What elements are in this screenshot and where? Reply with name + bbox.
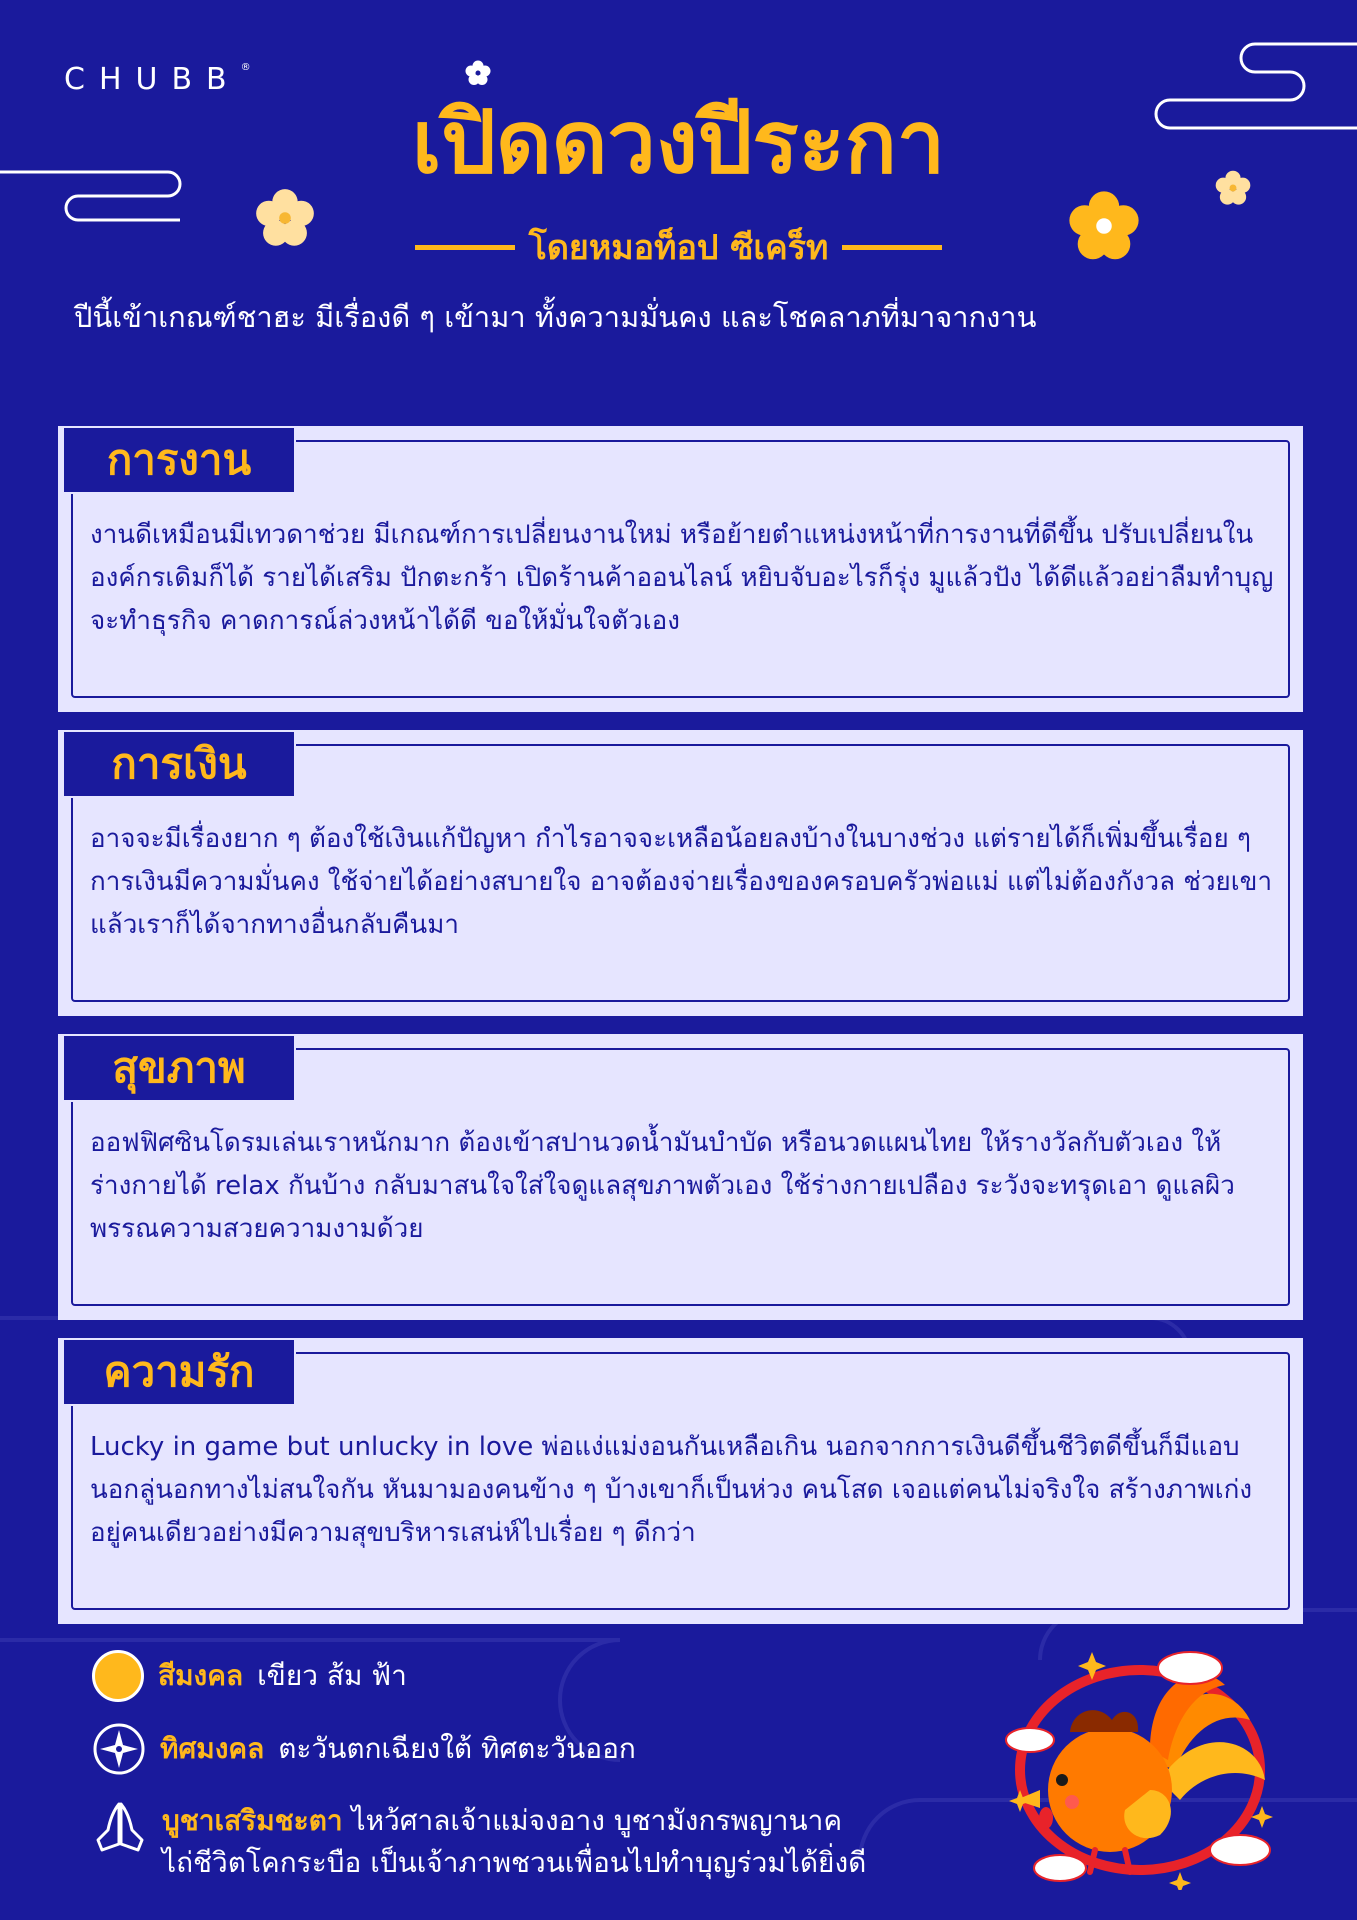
worship-row xyxy=(92,1800,866,1884)
page-title: เปิดดวงปีระกา xyxy=(411,93,946,193)
section-text: Lucky in game but unlucky in love พ่อแง่แม่งอนกันเหลือเกิน นอกจากการเงินดีขึ้นชีวิตดีขึ้นก็มีแอบนอกลู่นอกทางไม่สนใจกัน หันมามองคนข้าง ๆ บ้างเขาก็เป็นห่วง คนโสด เจอแต่คนไม่จริงใจ สร้างภาพเก่ง อยู่คนเดียวอย่างมีความสุขบริหารเสน่ห์ไปเรื่อย ๆ ดีกว่า xyxy=(90,1432,1253,1548)
worship-text xyxy=(162,1800,866,1884)
sun-circle-icon xyxy=(92,1650,144,1702)
worship-value-line-2: ไถ่ชีวิตโคกระบือ เป็นเจ้าภาพชวนเพื่อนไปทำบุญร่วมได้ยิ่งดี xyxy=(162,1846,867,1879)
brand-logo-text: CHUBB xyxy=(64,62,241,97)
lucky-color-value: เขียว ส้ม ฟ้า xyxy=(257,1659,407,1692)
section-card-work xyxy=(58,426,1303,712)
praying-hands-icon xyxy=(92,1800,148,1856)
section-card-finance xyxy=(58,730,1303,1016)
section-card-health xyxy=(58,1034,1303,1320)
brand-logo xyxy=(64,62,251,97)
lucky-color-label: สีมงคล xyxy=(158,1659,244,1692)
flower-icon xyxy=(465,60,491,86)
section-text: อาจจะมีเรื่องยาก ๆ ต้องใช้เงินแก้ปัญหา กำไรอาจจะเหลือน้อยลงบ้างในบางช่วง แต่รายได้ก็เพิ่มขึ้นเรื่อย ๆ การเงินมีความมั่นคง ใช้จ่ายได้อย่างสบายใจ อาจต้องจ่ายเรื่องของครอบครัวพ่อแม่ แต่ไม่ต้องกังวล ช่วยเขาแล้วเราก็ได้จากทางอื่นกลับคืนมา xyxy=(90,824,1273,940)
lucky-direction-value: ตะวันตกเฉียงใต้ ทิศตะวันออก xyxy=(278,1732,636,1765)
worship-label: บูชาเสริมชะตา xyxy=(162,1804,343,1837)
intro-text: ปีนี้เข้าเกณฑ์ชาฮะ มีเรื่องดี ๆ เข้ามา ทั้งความมั่นคง และโชคลาภที่มาจากงาน xyxy=(74,300,1037,334)
page-subtitle: โดยหมอท็อป ซีเคร็ท xyxy=(528,228,829,268)
section-text: งานดีเหมือนมีเทวดาช่วย มีเกณฑ์การเปลี่ยนงานใหม่ หรือย้ายตำแหน่งหน้าที่การงานที่ดีขึ้น ปรับเปลี่ยนในองค์กรเดิมก็ได้ รายได้เสริม ปักตะกร้า เปิดร้านค้าออนไลน์ หยิบจับอะไรก็รุ่ง มูแล้วปัง ได้ดีแล้วอย่าลืมทำบุญ จะทำธุรกิจ คาดการณ์ล่วงหน้าได้ดี ขอให้มั่นใจตัวเอง xyxy=(90,520,1274,636)
section-card-love xyxy=(58,1338,1303,1624)
section-label: การงาน xyxy=(64,428,294,492)
rooster-icon xyxy=(1000,1640,1290,1890)
section-text: ออฟฟิศซินโดรมเล่นเราหนักมาก ต้องเข้าสปานวดน้ำมันบำบัด หรือนวดแผนไทย ให้รางวัลกับตัวเอง ให้ร่างกายได้ relax กันบ้าง กลับมาสนใจใส่ใจดูแลสุขภาพตัวเอง ใช้ร่างกายเปลือง ระวังจะทรุดเอา ดูแลผิวพรรณความสวยความงามด้วย xyxy=(90,1128,1235,1244)
section-label: การเงิน xyxy=(64,732,294,796)
lucky-direction-row xyxy=(92,1722,636,1776)
worship-value-line-1: ไหว้ศาลเจ้าแม่จงอาง บูชามังกรพญานาค xyxy=(351,1804,843,1837)
subtitle-row xyxy=(0,220,1357,274)
brand-logo-mark: ® xyxy=(240,62,251,73)
lucky-direction-label: ทิศมงคล xyxy=(160,1732,265,1765)
section-label: ความรัก xyxy=(64,1340,294,1404)
subtitle-bar-left xyxy=(415,245,515,250)
subtitle-bar-right xyxy=(842,245,942,250)
lucky-color-row xyxy=(92,1650,407,1702)
compass-icon xyxy=(92,1722,146,1776)
section-label: สุขภาพ xyxy=(64,1036,294,1100)
